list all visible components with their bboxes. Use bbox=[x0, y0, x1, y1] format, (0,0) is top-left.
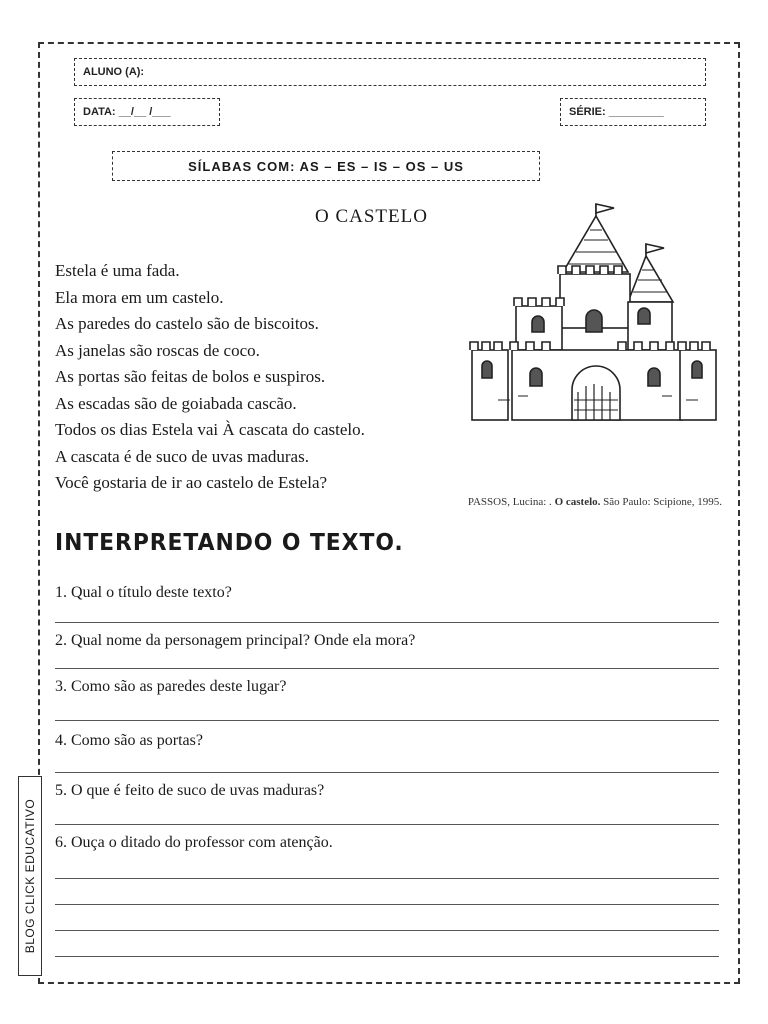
answer-line[interactable] bbox=[55, 720, 719, 721]
poem-line: As portas são feitas de bolos e suspiros. bbox=[55, 367, 326, 386]
answer-line[interactable] bbox=[55, 622, 719, 623]
date-field[interactable] bbox=[74, 98, 220, 126]
dictation-line[interactable] bbox=[55, 930, 719, 931]
citation-suffix: São Paulo: Scipione, 1995. bbox=[600, 496, 722, 508]
dictation-line[interactable] bbox=[55, 956, 719, 957]
grade-field[interactable] bbox=[560, 98, 706, 126]
citation bbox=[468, 496, 722, 508]
answer-line[interactable] bbox=[55, 824, 719, 825]
blog-watermark bbox=[18, 776, 42, 976]
citation-prefix: PASSOS, Lucina: . bbox=[467, 496, 555, 508]
poem-text bbox=[55, 258, 495, 497]
question-6: 6. Ouça o ditado do professor com atenção. bbox=[55, 834, 333, 851]
citation-work: O castelo. bbox=[554, 496, 601, 508]
question-1: 1. Qual o título deste texto? bbox=[55, 584, 232, 601]
question-5: 5. O que é feito de suco de uvas maduras? bbox=[55, 782, 325, 799]
poem-line: Estela é uma fada. bbox=[55, 261, 180, 280]
poem-line: Você gostaria de ir ao castelo de Estela? bbox=[55, 473, 328, 492]
poem-line: As janelas são roscas de coco. bbox=[55, 340, 260, 360]
grade-label: SÉRIE: _________ bbox=[569, 106, 664, 118]
student-name-label: ALUNO (A): bbox=[83, 66, 145, 78]
question-2: 2. Qual nome da personagem principal? Onde ela mora? bbox=[55, 632, 416, 649]
poem-line: Ela mora em um castelo. bbox=[55, 287, 224, 307]
dictation-line[interactable] bbox=[55, 904, 719, 905]
text-title: O CASTELO bbox=[315, 206, 428, 227]
poem-line: As paredes do castelo são de biscoitos. bbox=[55, 314, 319, 333]
syllables-banner-text: SÍLABAS COM: AS – ES – IS – OS – US bbox=[188, 158, 464, 174]
poem-line: A cascata é de suco de uvas maduras. bbox=[55, 446, 309, 466]
section-title: INTERPRETANDO O TEXTO. bbox=[55, 530, 404, 556]
date-label: DATA: __/__ /___ bbox=[83, 106, 171, 118]
answer-line[interactable] bbox=[55, 772, 719, 773]
question-4: 4. Como são as portas? bbox=[55, 732, 203, 749]
blog-watermark-text: BLOG CLICK EDUCATIVO bbox=[23, 798, 38, 954]
dictation-line[interactable] bbox=[55, 878, 719, 879]
student-name-field[interactable] bbox=[74, 58, 706, 86]
poem-line: Todos os dias Estela vai À cascata do castelo. bbox=[55, 420, 365, 439]
poem-line: As escadas são de goiabada cascão. bbox=[55, 393, 297, 413]
castle-illustration bbox=[468, 200, 720, 428]
syllables-banner bbox=[112, 151, 540, 181]
question-3: 3. Como são as paredes deste lugar? bbox=[55, 678, 287, 695]
answer-line[interactable] bbox=[55, 668, 719, 669]
